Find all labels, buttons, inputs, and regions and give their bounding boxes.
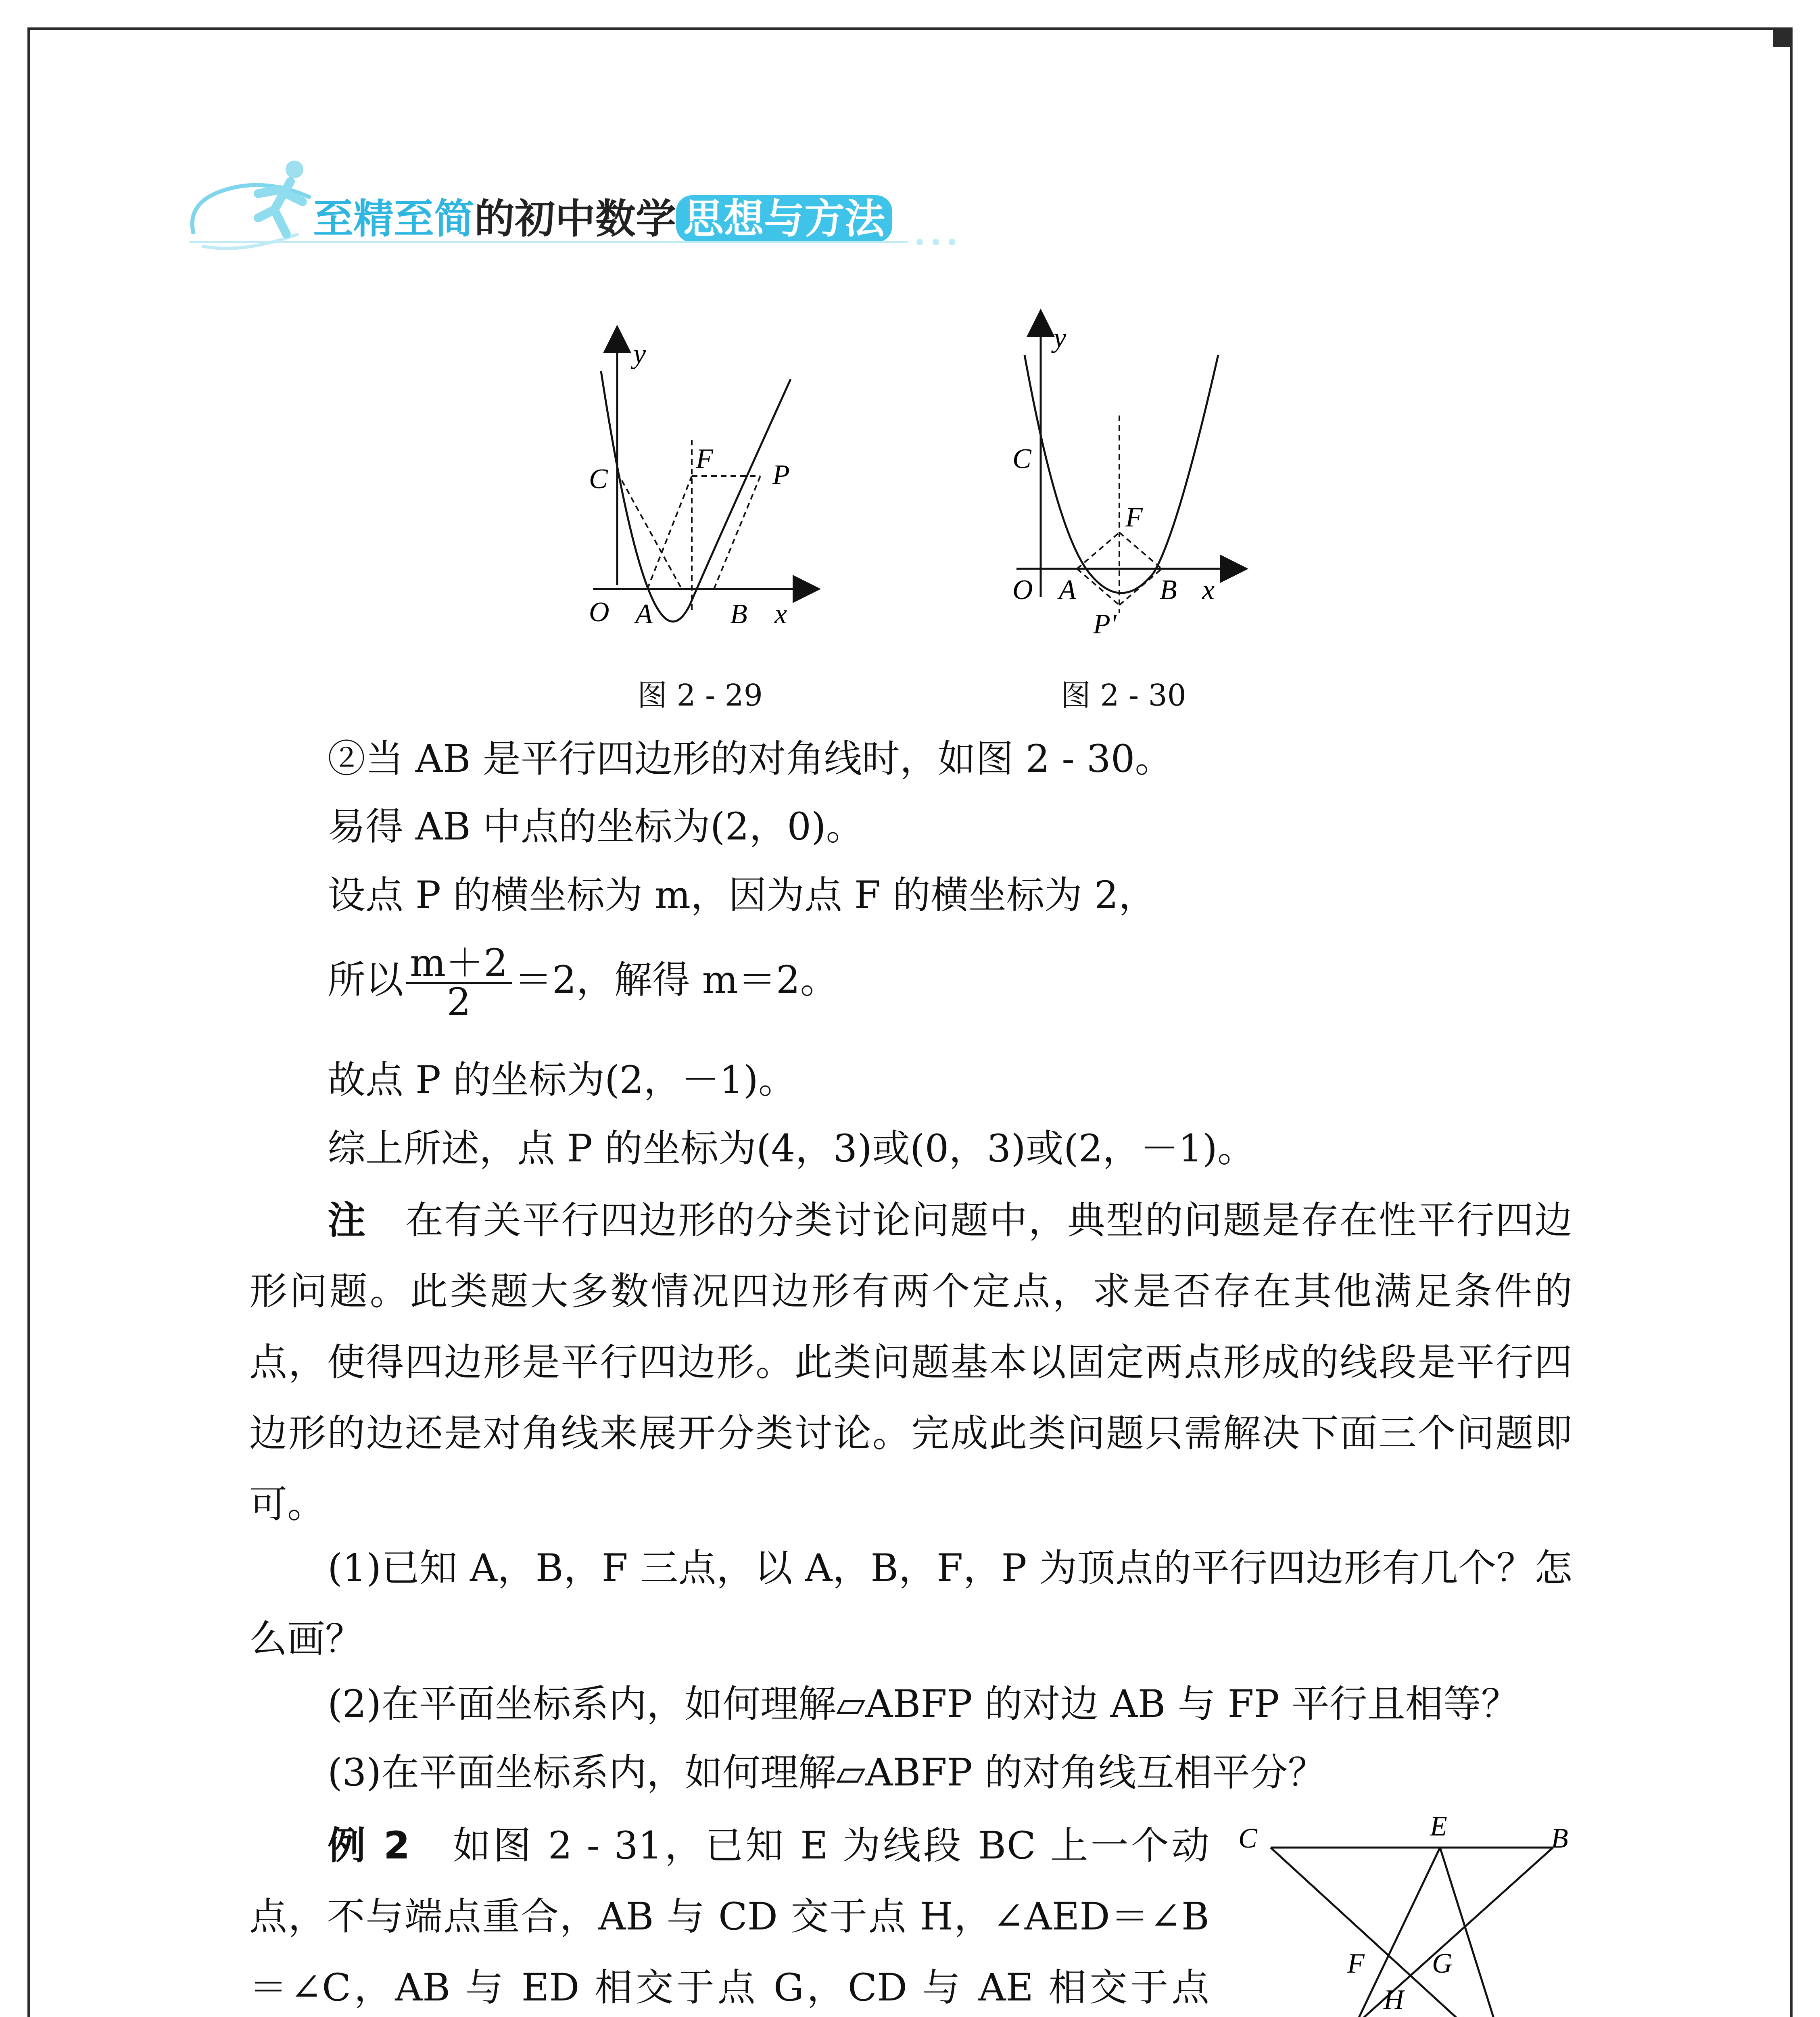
- fig29-label-o: O: [589, 597, 609, 628]
- fig31-label-g: G: [1432, 1948, 1453, 1979]
- body-line-5: 故点 P 的坐标为(2，－1)。: [328, 1058, 796, 1102]
- fig30-label-o: O: [1012, 574, 1033, 606]
- fig30-label-p: P': [1093, 609, 1117, 640]
- question-3: (3)在平面坐标系内，如何理解▱ABFP 的对角线互相平分？: [328, 1751, 1326, 1795]
- fig30-label-b: B: [1160, 574, 1177, 606]
- fig30-label-x: x: [1202, 574, 1215, 606]
- header-title-part3: 思想与方法: [676, 195, 892, 242]
- fig29-label-a: A: [635, 599, 653, 630]
- figure-2-31: [1226, 1799, 1589, 2017]
- fig30-label-a: A: [1059, 574, 1076, 606]
- figure-2-29: [581, 323, 823, 654]
- fig30-label-c: C: [1012, 443, 1031, 474]
- fig29-label-y: y: [633, 338, 646, 370]
- fig29-label-c: C: [589, 464, 608, 495]
- body-line-2: 易得 AB 中点的坐标为(2，0)。: [328, 805, 864, 849]
- body-line-4: [328, 940, 838, 1025]
- example-paragraph: [249, 1810, 1209, 2017]
- fig29-caption: 图 2 - 29: [637, 678, 763, 713]
- fig29-label-f: F: [696, 443, 713, 474]
- note-label: 注: [328, 1199, 367, 1242]
- body-line-4-pre: 所以: [328, 958, 404, 1002]
- fig30-label-f: F: [1125, 502, 1143, 533]
- fig31-label-e: E: [1430, 1811, 1447, 1842]
- fig31-label-f: F: [1347, 1948, 1365, 1979]
- body-line-6: 综上所述，点 P 的坐标为(4，3)或(0，3)或(2，－1)。: [328, 1127, 1255, 1171]
- figure-2-30: [1008, 307, 1267, 654]
- header-title-part1: 至精至简: [313, 195, 474, 242]
- body-line-1: ②当 AB 是平行四边形的对角线时，如图 2 - 30。: [328, 737, 1173, 781]
- header-title-part2: 的初中数学: [474, 195, 676, 242]
- fig31-label-b: B: [1551, 1823, 1568, 1854]
- body-line-4-post: ＝2，解得 m＝2。: [514, 958, 838, 1002]
- fraction-denominator: 2: [447, 980, 471, 1025]
- note-text: 在有关平行四边形的分类讨论问题中，典型的问题是存在性平行四边形问题。此类题大多数情况四边形有两个定点，求是否存在其他满足条件的点，使得四边形是平行四边形。此类问题基本以固定两点形成的线段是平行四边形的边还是对角线来展开分类讨论。完成此类问题只需解决下面三个问题即可。: [249, 1199, 1572, 1526]
- question-1: (1)已知 A，B，F 三点，以 A，B，F，P 为顶点的平行四边形有几个？怎么画？: [249, 1546, 1572, 1661]
- fig30-caption: 图 2 - 30: [1061, 678, 1186, 713]
- example-label: 例 2: [328, 1824, 410, 1868]
- fraction: [406, 941, 512, 1025]
- question-2: (2)在平面坐标系内，如何理解▱ABFP 的对边 AB 与 FP 平行且相等？: [328, 1682, 1519, 1726]
- header-underline: [190, 230, 976, 254]
- body-line-3: 设点 P 的横坐标为 m，因为点 F 的横坐标为 2，: [328, 873, 1156, 917]
- fig29-label-b: B: [730, 599, 747, 630]
- fig30-label-y: y: [1054, 322, 1067, 353]
- fig29-label-x: x: [774, 599, 787, 630]
- example-text: 如图 2 - 31，已知 E 为线段 BC 上一个动点，不与端点重合，AB 与 CD 交于点 H，∠AED＝∠B＝∠C，AB 与 ED 相交于点 G，CD 与 AE 相交于点: [249, 1824, 1209, 2010]
- fig29-label-p: P: [772, 459, 790, 491]
- fraction-numerator: m＋2: [406, 945, 512, 984]
- note-paragraph: [249, 1185, 1572, 1540]
- fig31-label-h: H: [1384, 1984, 1404, 2015]
- page-corner-mark: [1773, 27, 1793, 47]
- fig31-label-c: C: [1238, 1823, 1257, 1854]
